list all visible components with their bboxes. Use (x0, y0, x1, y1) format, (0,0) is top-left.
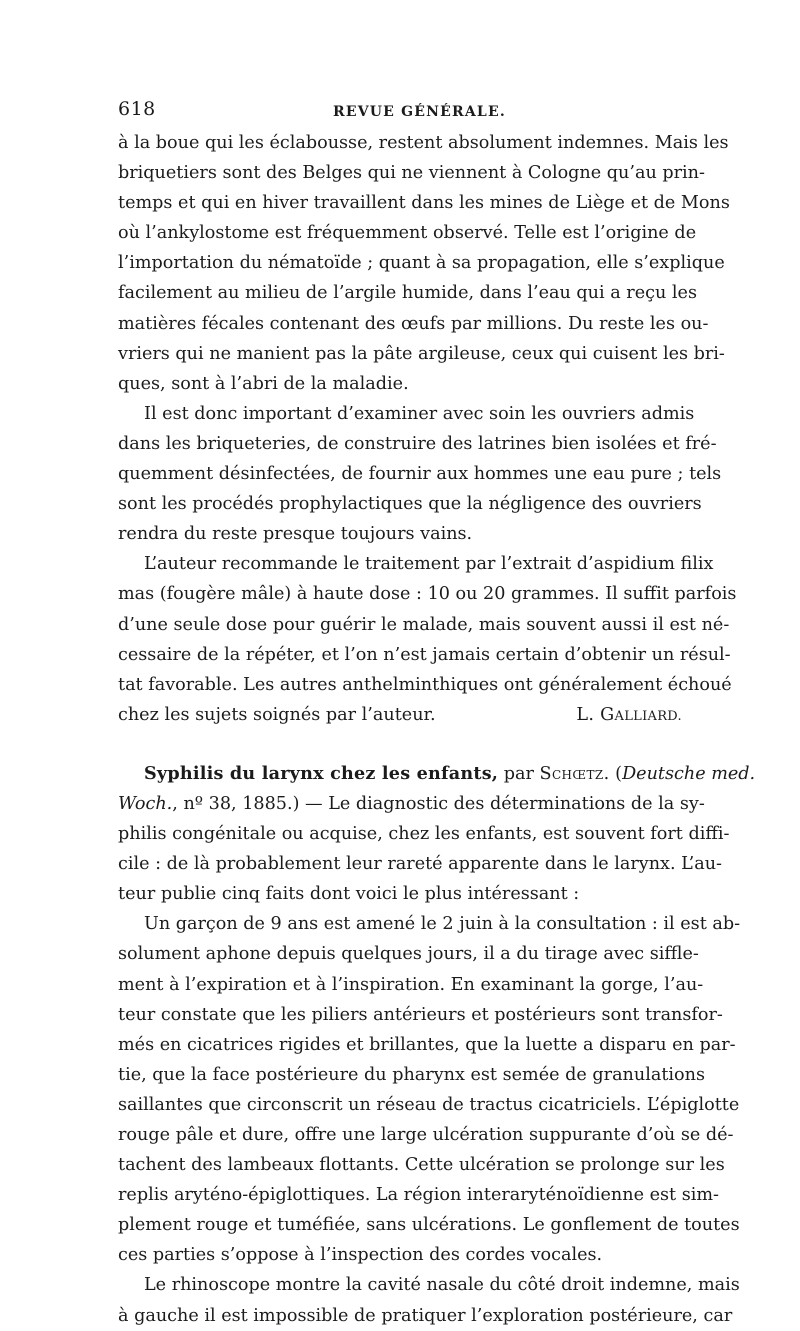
text-line: rendra du reste presque toujours vains. (118, 524, 473, 545)
text-line: L’auteur recommande le traitement par l’extrait d’aspidium filix (144, 554, 714, 575)
text-line: chez les sujets soignés par l’auteur. (118, 704, 436, 725)
text-line: cessaire de la répéter, et l’on n’est jamais certain d’obtenir un résul- (118, 644, 731, 665)
text-line: tie, que la face postérieure du pharynx est semée de granulations (118, 1064, 705, 1085)
page-header (118, 98, 684, 128)
text-line: d’une seule dose pour guérir le malade, mais souvent aussi il est né- (118, 614, 730, 635)
article-heading-line (118, 759, 756, 789)
text-line: solument aphone depuis quelques jours, il a du tirage avec siffle- (118, 944, 699, 965)
text-line: l’importation du nématoïde ; quant à sa propagation, elle s’explique (118, 253, 725, 274)
text-line: quemment désinfectées, de fournir aux hommes une eau pure ; tels (118, 464, 722, 485)
text-line: teur publie cinq faits dont voici le plus intéressant : (118, 884, 580, 905)
text-line: à gauche il est impossible de pratiquer l’exploration postérieure, car (118, 1305, 733, 1326)
byline-connector: par (498, 763, 540, 784)
text-line: teur constate que les piliers antérieurs et postérieurs sont transfor- (118, 1004, 723, 1025)
text-line: saillantes que circonscrit un réseau de tractus cicatriciels. L’épiglotte (118, 1094, 740, 1115)
text-line: mas (fougère mâle) à haute dose : 10 ou 20 grammes. Il suffit parfois (118, 584, 737, 605)
article-title: Syphilis du larynx chez les enfants, (144, 762, 499, 784)
reference-line (118, 789, 705, 819)
text-line: sont les procédés prophylactiques que la négligence des ouvriers (118, 494, 702, 515)
section-gap (118, 730, 684, 759)
open-paren: ( (609, 763, 623, 784)
signature-surname: ALLIARD. (614, 708, 682, 724)
text-line: facilement au milieu de l’argile humide, dans l’eau qui a reçu les (118, 283, 697, 304)
text-line: tat favorable. Les autres anthelminthiques ont généralement échoué (118, 674, 732, 695)
article-author: Schœtz. (539, 763, 610, 784)
text-line: briquetiers sont des Belges qui ne viennent à Cologne qu’au prin- (118, 163, 705, 184)
page-body (118, 128, 756, 1331)
text-line: replis aryténo-épiglottiques. La région interaryténoïdienne est sim- (118, 1185, 719, 1206)
text-line: ment à l’expiration et à l’inspiration. En examinant la gorge, l’au- (118, 974, 704, 995)
author-signature (576, 700, 682, 732)
journal-name: Deutsche med. (622, 763, 756, 784)
signature-initial: L. G (576, 704, 615, 725)
text-line: plement rouge et tuméfiée, sans ulcérations. Le gonflement de toutes (118, 1215, 740, 1236)
text-line: à la boue qui les éclabousse, restent absolument indemnes. Mais les (118, 133, 729, 153)
text-line-with-signature (118, 700, 684, 730)
text-line: temps et qui en hiver travaillent dans les mines de Liège et de Mons (118, 193, 730, 214)
text-line: matières fécales contenant des œufs par millions. Du reste les ou- (118, 313, 709, 334)
text-line: philis congénitale ou acquise, chez les enfants, est souvent fort diffi- (118, 824, 730, 845)
text-line: Le rhinoscope montre la cavité nasale du côté droit indemne, mais (144, 1275, 740, 1296)
text-line: més en cicatrices rigides et brillantes, que la luette a disparu en par- (118, 1034, 736, 1055)
text-line: Un garçon de 9 ans est amené le 2 juin à la consultation : il est ab- (144, 914, 741, 935)
page-number: 618 (118, 98, 156, 120)
text-line: ques, sont à l’abri de la maladie. (118, 373, 409, 394)
reference-detail: , nº 38, 1885.) — Le diagnostic des déterminations de la sy- (172, 793, 705, 814)
text-line: ces parties s’oppose à l’inspection des cordes vocales. (118, 1245, 603, 1266)
text-line: dans les briqueteries, de construire des latrines bien isolées et fré- (118, 433, 717, 454)
text-line: rouge pâle et dure, offre une large ulcération suppurante d’où se dé- (118, 1125, 734, 1145)
text-line: tachent des lambeaux flottants. Cette ulcération se prolonge sur les (118, 1155, 725, 1176)
text-line: vriers qui ne manient pas la pâte argileuse, ceux qui cuisent les bri- (118, 343, 725, 364)
journal-name-cont: Woch. (118, 793, 173, 814)
text-line: cile : de là probablement leur rareté apparente dans le larynx. L’au- (118, 854, 722, 875)
text-line: où l’ankylostome est fréquemment observé. Telle est l’origine de (118, 223, 697, 244)
running-head: REVUE GÉNÉRALE. (333, 104, 506, 120)
text-line: Il est donc important d’examiner avec soin les ouvriers admis (144, 403, 695, 424)
